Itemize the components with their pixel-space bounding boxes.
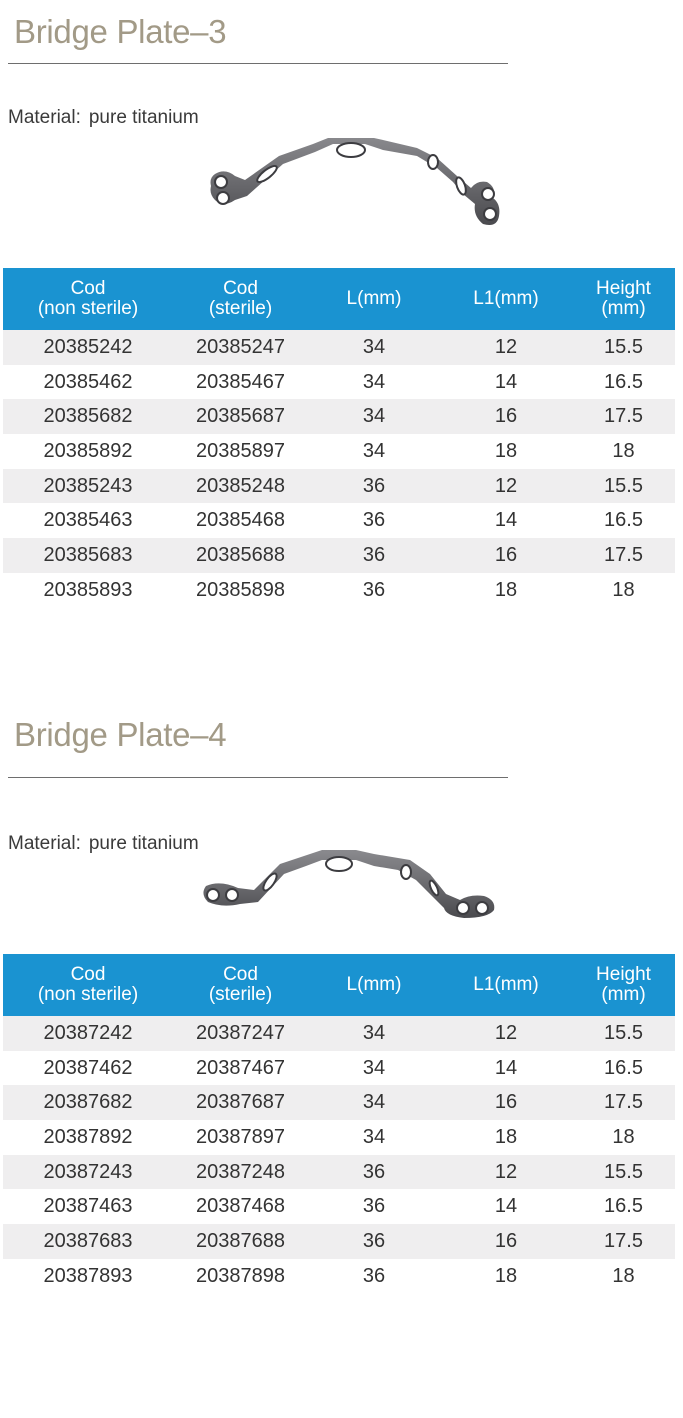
cell-cod-sterile: 20387897	[173, 1120, 308, 1155]
cell-height: 16.5	[572, 365, 675, 400]
spec-table-bridge-plate-4	[3, 954, 675, 1294]
cell-l1: 14	[440, 1051, 572, 1086]
cell-height: 15.5	[572, 1155, 675, 1190]
cell-height: 18	[572, 573, 675, 608]
cell-l1: 14	[440, 365, 572, 400]
cell-height: 18	[572, 434, 675, 469]
header-cod-non-sterile: Cod (non sterile)	[3, 268, 173, 330]
header-l-mm: L(mm)	[308, 954, 440, 1016]
cell-height: 18	[572, 1259, 675, 1294]
cell-cod-non-sterile: 20385682	[3, 399, 173, 434]
cell-cod-non-sterile: 20385892	[3, 434, 173, 469]
header-l1-mm: L1(mm)	[440, 268, 572, 330]
cell-height: 15.5	[572, 1016, 675, 1051]
cell-height: 16.5	[572, 1189, 675, 1224]
cell-l1: 16	[440, 1224, 572, 1259]
cell-cod-sterile: 20385468	[173, 503, 308, 538]
cell-l: 34	[308, 1016, 440, 1051]
cell-height: 15.5	[572, 469, 675, 504]
cell-l: 36	[308, 573, 440, 608]
cell-cod-sterile: 20387898	[173, 1259, 308, 1294]
cell-l: 34	[308, 365, 440, 400]
table-row	[3, 1224, 675, 1259]
cell-cod-sterile: 20385248	[173, 469, 308, 504]
cell-cod-non-sterile: 20385463	[3, 503, 173, 538]
material-line	[8, 833, 199, 855]
table-row	[3, 1155, 675, 1190]
cell-l1: 16	[440, 399, 572, 434]
cell-l: 36	[308, 1155, 440, 1190]
cell-cod-non-sterile: 20387683	[3, 1224, 173, 1259]
title-divider	[8, 777, 508, 778]
header-height-mm: Height (mm)	[572, 954, 675, 1016]
material-value: pure titanium	[88, 107, 199, 128]
cell-l: 36	[308, 1259, 440, 1294]
cell-cod-sterile: 20385898	[173, 573, 308, 608]
cell-height: 17.5	[572, 538, 675, 573]
section-title: Bridge Plate–3	[14, 13, 227, 50]
cell-l: 36	[308, 503, 440, 538]
header-height-mm: Height (mm)	[572, 268, 675, 330]
cell-height: 17.5	[572, 399, 675, 434]
cell-l1: 18	[440, 1120, 572, 1155]
cell-cod-sterile: 20387248	[173, 1155, 308, 1190]
cell-cod-non-sterile: 20387892	[3, 1120, 173, 1155]
material-label: Material:	[8, 107, 81, 128]
header-l-mm: L(mm)	[308, 268, 440, 330]
cell-cod-sterile: 20385897	[173, 434, 308, 469]
cell-height: 16.5	[572, 503, 675, 538]
cell-l1: 12	[440, 1155, 572, 1190]
cell-l1: 12	[440, 1016, 572, 1051]
cell-cod-sterile: 20385467	[173, 365, 308, 400]
cell-l: 34	[308, 1051, 440, 1086]
table-row	[3, 1120, 675, 1155]
cell-l1: 16	[440, 538, 572, 573]
cell-l: 34	[308, 399, 440, 434]
cell-cod-sterile: 20385688	[173, 538, 308, 573]
cell-height: 17.5	[572, 1224, 675, 1259]
cell-l: 36	[308, 1224, 440, 1259]
cell-cod-non-sterile: 20385462	[3, 365, 173, 400]
cell-l1: 12	[440, 330, 572, 365]
cell-cod-sterile: 20387468	[173, 1189, 308, 1224]
cell-cod-sterile: 20387467	[173, 1051, 308, 1086]
cell-height: 17.5	[572, 1085, 675, 1120]
cell-cod-sterile: 20387247	[173, 1016, 308, 1051]
header-cod-non-sterile: Cod (non sterile)	[3, 954, 173, 1016]
cell-l: 34	[308, 1085, 440, 1120]
cell-l: 36	[308, 1189, 440, 1224]
section-title: Bridge Plate–4	[14, 716, 227, 753]
cell-l: 36	[308, 538, 440, 573]
header-cod-sterile: Cod (sterile)	[173, 954, 308, 1016]
cell-cod-sterile: 20387687	[173, 1085, 308, 1120]
cell-l1: 18	[440, 573, 572, 608]
cell-cod-sterile: 20387688	[173, 1224, 308, 1259]
cell-l1: 18	[440, 1259, 572, 1294]
cell-cod-non-sterile: 20385242	[3, 330, 173, 365]
table-row	[3, 1189, 675, 1224]
bridge-plate-4-image	[198, 848, 498, 923]
cell-cod-non-sterile: 20387682	[3, 1085, 173, 1120]
cell-cod-non-sterile: 20387893	[3, 1259, 173, 1294]
cell-l: 34	[308, 330, 440, 365]
cell-l1: 12	[440, 469, 572, 504]
table-row	[3, 1085, 675, 1120]
cell-l: 34	[308, 434, 440, 469]
cell-cod-sterile: 20385687	[173, 399, 308, 434]
cell-cod-non-sterile: 20387242	[3, 1016, 173, 1051]
header-cod-sterile: Cod (sterile)	[173, 268, 308, 330]
cell-l1: 16	[440, 1085, 572, 1120]
cell-height: 16.5	[572, 1051, 675, 1086]
cell-l1: 18	[440, 434, 572, 469]
cell-cod-non-sterile: 20385243	[3, 469, 173, 504]
cell-cod-non-sterile: 20387243	[3, 1155, 173, 1190]
table-header-row	[3, 954, 675, 1016]
cell-l: 34	[308, 1120, 440, 1155]
table-row	[3, 1259, 675, 1294]
cell-cod-non-sterile: 20387462	[3, 1051, 173, 1086]
cell-height: 15.5	[572, 330, 675, 365]
cell-height: 18	[572, 1120, 675, 1155]
cell-l1: 14	[440, 1189, 572, 1224]
cell-cod-sterile: 20385247	[173, 330, 308, 365]
cell-cod-non-sterile: 20385683	[3, 538, 173, 573]
table-row	[3, 1051, 675, 1086]
material-value: pure titanium	[88, 833, 199, 854]
cell-cod-non-sterile: 20387463	[3, 1189, 173, 1224]
cell-cod-non-sterile: 20385893	[3, 573, 173, 608]
header-l1-mm: L1(mm)	[440, 954, 572, 1016]
cell-l1: 14	[440, 503, 572, 538]
cell-l: 36	[308, 469, 440, 504]
table-row	[3, 1016, 675, 1051]
material-label: Material:	[8, 833, 81, 854]
